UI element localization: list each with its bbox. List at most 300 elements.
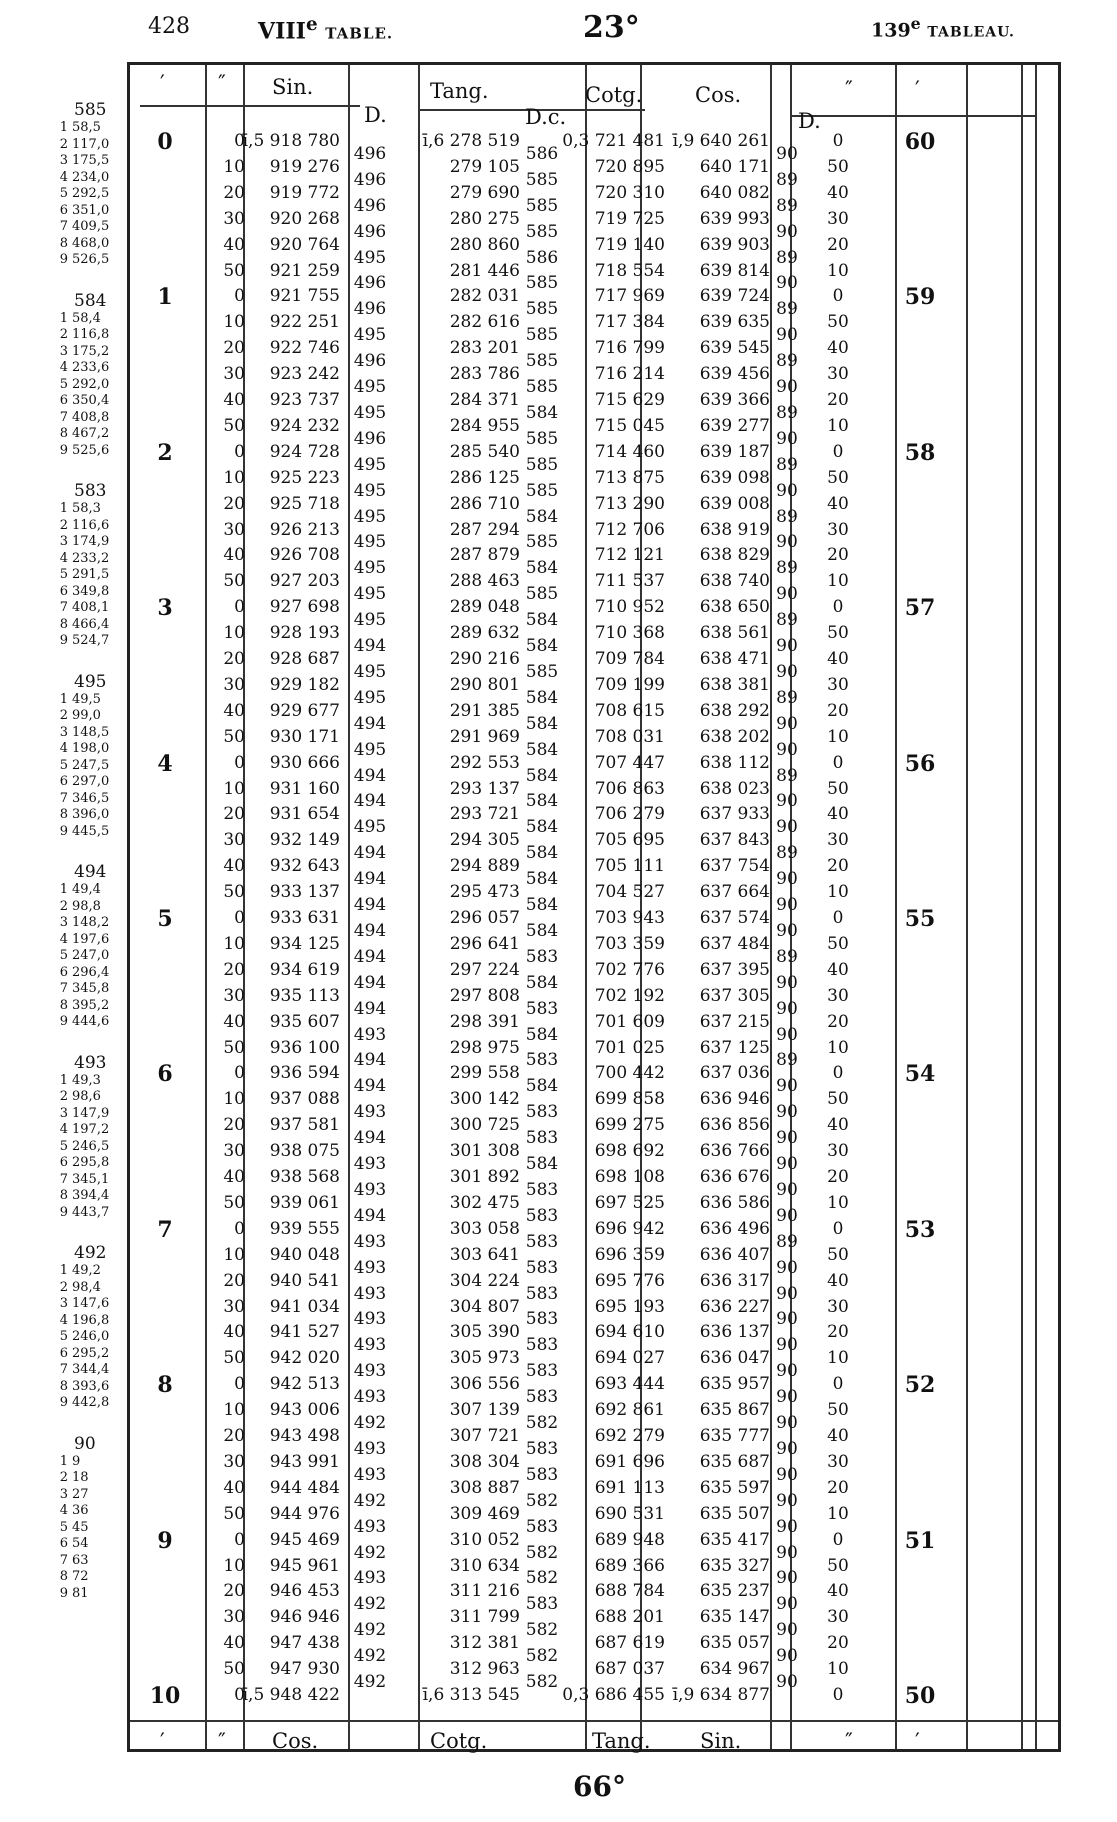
cos-cell: 636 227 [699,1296,770,1317]
pp-row [56,1362,109,1377]
tang-cell: 300 142 [449,1089,520,1110]
cotg-cell: 716 214 [594,364,665,385]
cotg-cell: 698 108 [594,1167,665,1187]
tang-cell: 283 201 [449,338,520,359]
cos-cell: 638 650 [699,597,770,618]
d1-cell: 493 [353,1335,387,1356]
cotg-cell: 714 460 [594,441,665,462]
pp-index: 9 [59,823,68,839]
second-cell: 50 [223,726,245,747]
d2-cell: 90 [776,1516,798,1537]
tang-cell: 299 558 [449,1063,520,1084]
second-right-cell: 30 [827,1141,849,1162]
cotg-cell: 689 366 [594,1555,665,1576]
pp-row [56,137,109,152]
second-right-cell: 10 [827,1348,849,1369]
pp-row [56,1296,109,1311]
d1-cell: 493 [353,1568,387,1589]
degree-bottom: 66° [573,1770,626,1803]
second-cell: 40 [223,700,245,721]
cos-cell: 635 867 [699,1400,770,1421]
d1-cell: 494 [353,713,387,734]
cotg-cell: 715 629 [594,390,665,410]
dc-cell: 586 [525,143,559,164]
tang-cell: 293 721 [449,804,520,825]
pp-value: 525,6 [72,442,110,458]
second-right-cell: 10 [827,882,849,903]
pp-value: 466,4 [72,616,110,632]
tang-cell: 286 710 [449,493,520,514]
cotg-cell: 0,3 686 455 [562,1685,665,1705]
pp-value: 174,9 [72,534,110,549]
sin-cell: 936 594 [269,1063,340,1084]
tang-cell: ī,6 313 545 [422,1685,520,1705]
sin-cell: 944 484 [269,1477,340,1498]
second-cell: 40 [223,1477,245,1498]
d2-cell: 89 [776,765,798,786]
dc-cell: 584 [525,843,559,864]
pp-value: 445,5 [72,823,110,839]
second-right-cell: 30 [827,1296,849,1317]
pp-value: 442,8 [72,1395,110,1410]
pp-index: 6 [59,1345,68,1361]
pp-index: 2 [59,898,68,914]
pp-value: 116,6 [72,517,110,533]
dc-cell: 584 [525,610,559,631]
pp-row [56,186,109,201]
cotg-cell: 709 199 [594,674,665,695]
pp-value: 408,1 [72,600,110,615]
footer-rule [130,1720,1058,1722]
tang-cell: 305 973 [449,1348,520,1369]
pp-row [56,1329,109,1344]
sin-cell: 929 677 [269,700,340,721]
col-head-second-right: ″ [845,77,853,101]
second-right-cell: 20 [827,700,849,721]
tang-cell: 312 381 [449,1633,520,1654]
d2-cell: 90 [776,1076,798,1097]
tang-cell: 282 616 [449,312,520,333]
minute-right: 54 [904,1061,936,1088]
col-head-d1: D. [364,103,387,127]
pp-value: 98,8 [72,898,101,914]
second-right-cell: 40 [827,1115,849,1136]
cos-cell: 639 993 [699,208,770,229]
cos-cell: 638 112 [699,752,770,773]
d1-cell: 495 [353,402,387,423]
second-cell: 50 [223,1659,245,1680]
pp-index: 6 [59,1155,68,1170]
second-right-cell: 0 [832,752,844,773]
pp-value: 396,0 [72,807,110,822]
d2-cell: 89 [776,351,798,372]
tang-cell: 301 308 [449,1141,520,1162]
tang-cell: ī,6 278 519 [422,131,520,151]
cos-cell: 640 082 [699,182,770,203]
dc-cell: 582 [525,1413,559,1434]
second-right-cell: 20 [827,1322,849,1343]
pp-value: 408,8 [72,409,110,425]
sin-cell: 942 020 [269,1348,340,1369]
pp-head: 583 [74,481,107,501]
second-cell: 40 [223,390,245,410]
second-cell: 0 [234,1063,245,1084]
second-right-cell: 20 [827,1167,849,1187]
minute-right: 52 [904,1372,936,1399]
cotg-cell: 719 140 [594,234,665,255]
sin-cell: 933 631 [269,908,340,928]
tang-cell: 306 556 [449,1374,520,1395]
second-cell: 50 [223,1503,245,1524]
dc-cell: 585 [525,480,559,501]
second-cell: 30 [223,1296,245,1317]
minute-left: 9 [157,1527,173,1554]
pp-value: 350,4 [72,393,110,408]
d2-cell: 90 [776,1594,798,1615]
pp-row [56,584,109,599]
cos-cell: 635 777 [699,1426,770,1446]
second-right-cell: 30 [827,830,849,851]
d2-cell: 89 [776,558,798,579]
cos-cell: 639 635 [699,312,770,333]
d2-cell: 90 [776,791,798,812]
cotg-cell: 710 368 [594,623,665,644]
sin-cell: 922 746 [269,338,340,359]
tang-cell: 303 641 [449,1244,520,1265]
pp-index: 8 [59,1569,68,1584]
tang-cell: 280 275 [449,208,520,229]
minute-right: 60 [904,129,936,155]
sin-cell: 925 718 [269,493,340,514]
d1-cell: 496 [353,299,387,320]
sin-cell: 921 259 [269,260,340,281]
cotg-cell: 696 942 [594,1218,665,1239]
second-cell: 0 [234,1218,245,1239]
tang-cell: 308 887 [449,1477,520,1498]
sin-cell: 939 061 [269,1192,340,1213]
pp-index: 7 [59,409,68,425]
col-head-minute-right: ′ [915,77,920,101]
d1-cell: 494 [353,765,387,786]
cotg-cell: 701 609 [594,1011,665,1032]
pp-row [56,824,109,839]
d1-cell: 496 [353,273,387,294]
cotg-cell: 688 784 [594,1581,665,1602]
second-cell: 10 [223,467,245,488]
cos-cell: 635 327 [699,1555,770,1576]
dc-cell: 583 [525,1283,559,1304]
cotg-cell: 694 610 [594,1322,665,1343]
pp-index: 8 [59,235,68,251]
pp-index: 1 [59,120,68,135]
pp-value: 468,0 [72,235,110,251]
d1-cell: 493 [353,1154,387,1175]
pp-value: 27 [72,1486,89,1502]
pp-row [56,236,109,251]
pp-index: 5 [59,186,68,201]
second-cell: 50 [223,571,245,592]
d1-cell: 492 [353,1594,387,1615]
cos-cell: 639 008 [699,493,770,514]
cos-cell: 638 919 [699,519,770,540]
cos-cell: 635 597 [699,1477,770,1498]
second-cell: 40 [223,856,245,877]
minute-left: 10 [149,1683,181,1709]
d2-cell: 90 [776,1102,798,1123]
second-cell: 20 [223,1426,245,1446]
d1-cell: 493 [353,1438,387,1459]
sin-cell: 925 223 [269,467,340,488]
cos-cell: 637 664 [699,882,770,903]
pp-value: 54 [72,1536,89,1551]
d1-cell: 494 [353,1128,387,1149]
cos-cell: 639 814 [699,260,770,281]
pp-index: 8 [59,1378,68,1394]
pp-head: 492 [74,1243,107,1263]
d1-cell: 494 [353,895,387,916]
cos-cell: 636 137 [699,1322,770,1343]
tang-cell: 307 139 [449,1400,520,1421]
pp-index: 4 [59,931,68,947]
tang-cell: 293 137 [449,778,520,799]
pp-value: 49,2 [72,1263,101,1278]
d1-cell: 494 [353,998,387,1019]
d1-cell: 492 [353,1620,387,1641]
sin-cell: 943 006 [269,1400,340,1421]
cotg-cell: 700 442 [594,1063,665,1084]
d2-cell: 89 [776,299,798,320]
tang-cell: 304 807 [449,1296,520,1317]
cotg-cell: 701 025 [594,1037,665,1058]
dc-cell: 585 [525,221,559,242]
second-cell: 10 [223,1089,245,1110]
pp-index: 4 [59,1503,68,1518]
second-right-cell: 0 [832,1063,844,1084]
minute-right: 56 [904,750,936,777]
second-cell: 20 [223,804,245,825]
second-right-cell: 20 [827,1633,849,1654]
cotg-cell: 0,3 721 481 [562,131,665,151]
second-right-cell: 40 [827,493,849,514]
pp-row [56,998,109,1013]
pp-row [56,882,101,897]
pp-index: 2 [59,1089,68,1104]
cos-cell: 635 237 [699,1581,770,1602]
cos-cell: 638 740 [699,571,770,592]
pp-index: 5 [59,757,68,773]
pp-row [56,252,109,267]
pp-row [56,617,109,632]
pp-row [56,965,109,980]
tang-cell: 282 031 [449,286,520,307]
d2-cell: 89 [776,454,798,475]
minute-right: 58 [904,439,936,466]
tang-cell: 304 224 [449,1270,520,1291]
d2-cell: 90 [776,1672,798,1693]
tang-cell: 311 216 [449,1581,520,1602]
second-right-cell: 30 [827,674,849,695]
col-foot-minute-right: ′ [915,1729,920,1753]
minute-left: 0 [157,129,173,155]
col-foot-minute: ′ [160,1729,165,1753]
tang-cell: 280 860 [449,234,520,255]
cotg-cell: 713 290 [594,493,665,514]
pp-index: 8 [59,426,68,441]
pp-value: 45 [72,1519,89,1535]
d1-cell: 492 [353,1413,387,1434]
pp-index: 2 [59,327,68,342]
d2-cell: 89 [776,687,798,708]
pp-row [56,1014,109,1029]
tableau-number: 139 [871,19,911,42]
d2-cell: 90 [776,1128,798,1149]
d2-cell: 90 [776,1438,798,1459]
dc-cell: 584 [525,765,559,786]
second-right-cell: 40 [827,804,849,825]
pp-index: 2 [59,136,68,152]
cos-cell: 638 561 [699,623,770,644]
pp-row [56,1470,89,1485]
d1-cell: 493 [353,1179,387,1200]
d2-cell: 89 [776,1231,798,1252]
d1-cell: 493 [353,1361,387,1382]
pp-row [56,1089,101,1104]
tang-cell: 311 799 [449,1607,520,1628]
d2-cell: 90 [776,584,798,605]
d2-cell: 90 [776,1646,798,1667]
dc-cell: 584 [525,739,559,760]
second-right-cell: 10 [827,571,849,592]
d2-cell: 90 [776,1620,798,1641]
sin-cell: 920 268 [269,208,340,229]
pp-value: 247,0 [72,948,110,963]
tang-cell: 298 391 [449,1011,520,1032]
second-right-cell: 20 [827,1477,849,1498]
cotg-cell: 695 776 [594,1270,665,1291]
dc-cell: 584 [525,558,559,579]
tang-cell: 290 216 [449,649,520,669]
cos-cell: 639 903 [699,234,770,255]
minute-left: 6 [157,1061,173,1088]
pp-index: 2 [59,708,68,723]
pp-index: 5 [59,376,68,392]
pp-row [56,551,109,566]
cos-cell: 637 215 [699,1011,770,1032]
pp-value: 49,3 [72,1072,101,1088]
cos-cell: 638 471 [699,649,770,669]
cos-cell: 636 407 [699,1244,770,1265]
pp-value: 9 [72,1453,81,1469]
pp-value: 444,6 [72,1014,110,1029]
second-cell: 0 [234,1685,245,1705]
second-right-cell: 0 [832,1218,844,1239]
tang-cell: 291 385 [449,700,520,721]
pp-index: 9 [59,1585,68,1601]
tang-cell: 289 632 [449,623,520,644]
d2-cell: 90 [776,428,798,449]
cotg-cell: 716 799 [594,338,665,359]
pp-index: 3 [59,1105,68,1121]
dc-cell: 584 [525,1154,559,1175]
minute-right: 59 [904,284,936,311]
tang-cell: 289 048 [449,597,520,618]
pp-row [56,1188,109,1203]
d1-cell: 495 [353,454,387,475]
tang-cell: 308 304 [449,1451,520,1472]
tang-cell: 300 725 [449,1115,520,1136]
pp-row [56,327,109,342]
pp-value: 58,5 [72,120,101,135]
second-right-cell: 10 [827,415,849,436]
cos-cell: 636 496 [699,1218,770,1239]
pp-value: 409,5 [72,219,110,234]
d2-cell: 89 [776,247,798,268]
cos-cell: 635 057 [699,1633,770,1654]
col-foot-second: ″ [218,1729,226,1753]
pp-row [56,1155,109,1170]
dc-cell: 583 [525,1102,559,1123]
pp-index: 3 [59,724,68,740]
col-head-minute: ′ [160,71,165,95]
tang-cell: 297 808 [449,985,520,1006]
second-right-cell: 0 [832,597,844,618]
minute-left: 4 [157,750,173,777]
pp-row [56,120,101,135]
pp-value: 98,6 [72,1089,101,1104]
second-cell: 10 [223,1400,245,1421]
cotg-cell: 718 554 [594,260,665,281]
dc-cell: 582 [525,1620,559,1641]
pp-value: 292,5 [72,186,110,201]
d2-cell: 90 [776,1542,798,1563]
dc-cell: 582 [525,1646,559,1667]
cotg-cell: 703 943 [594,908,665,928]
col-head-sin: Sin. [272,75,314,99]
cotg-cell: 712 706 [594,519,665,540]
pp-row [56,708,101,723]
pp-index: 9 [59,252,68,267]
pp-value: 196,8 [72,1312,110,1328]
tang-cell: 309 469 [449,1503,520,1524]
d1-cell: 496 [353,221,387,242]
pp-index: 5 [59,1519,68,1535]
pp-value: 58,4 [72,310,101,326]
minute-right: 55 [904,906,936,932]
d1-cell: 494 [353,1205,387,1226]
pp-value: 175,2 [72,343,110,359]
pp-value: 349,8 [72,583,110,599]
d1-cell: 495 [353,480,387,501]
sin-cell: 936 100 [269,1037,340,1058]
pp-value: 296,4 [72,964,110,980]
second-cell: 40 [223,1633,245,1654]
cos-cell: 639 187 [699,441,770,462]
second-right-cell: 50 [827,933,849,954]
second-right-cell: 30 [827,1607,849,1628]
pp-value: 147,6 [72,1296,110,1311]
sin-cell: 940 541 [269,1270,340,1291]
sin-cell: 930 666 [269,752,340,773]
pp-row [56,426,109,441]
second-right-cell: 10 [827,1659,849,1680]
dc-cell: 583 [525,946,559,967]
sin-cell: 947 930 [269,1659,340,1680]
second-right-cell: 50 [827,1555,849,1576]
sin-cell: 942 513 [269,1374,340,1395]
column-rule [1035,65,1037,1749]
d1-cell: 496 [353,351,387,372]
d1-cell: 494 [353,1076,387,1097]
